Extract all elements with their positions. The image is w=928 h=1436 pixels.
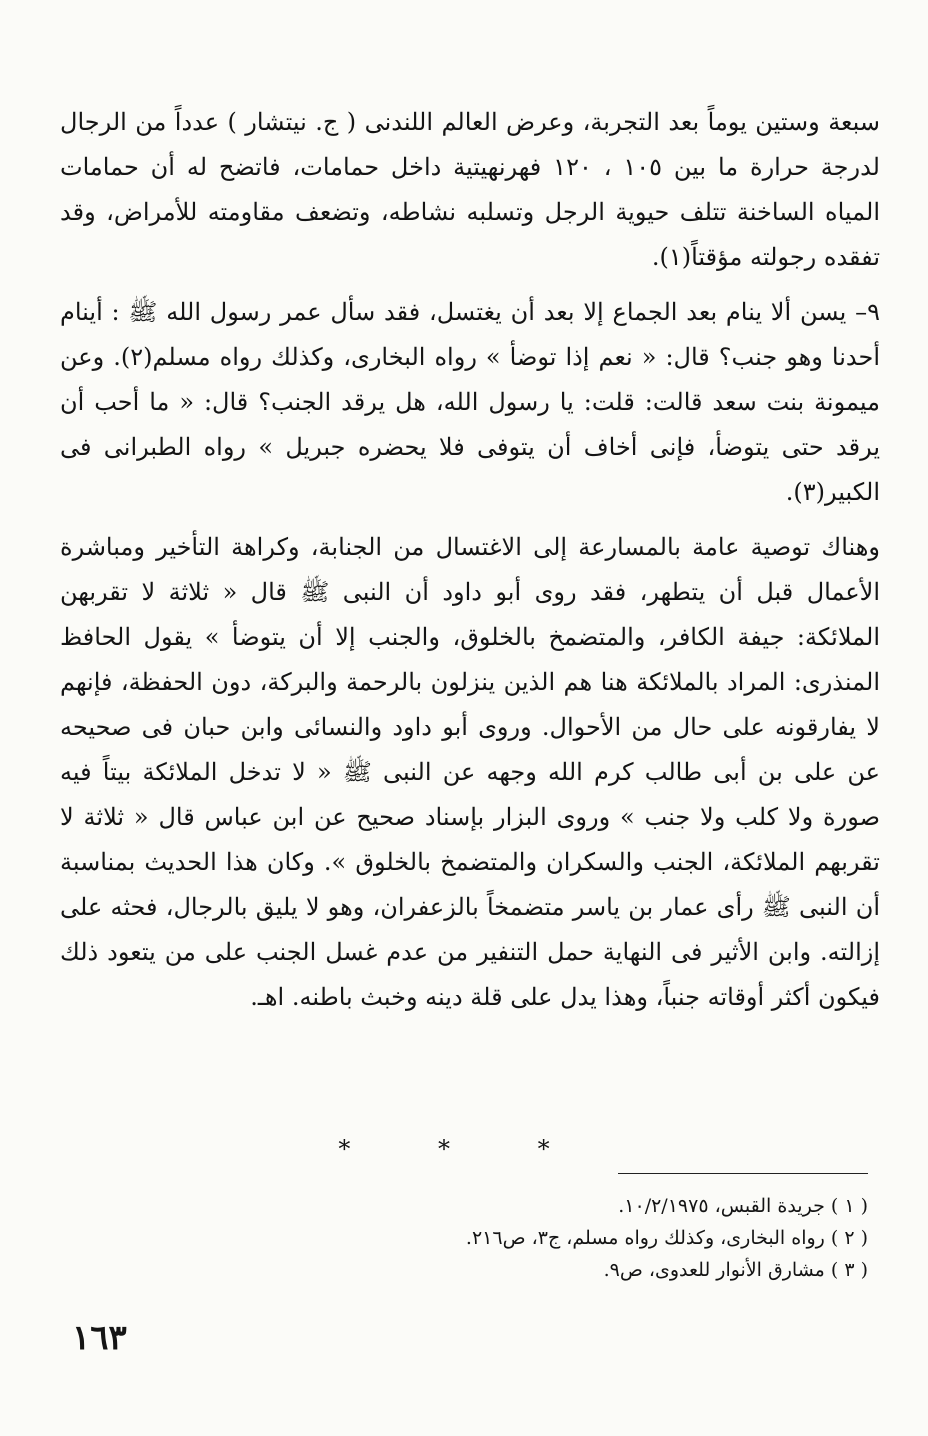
page-number: ١٦٣ [72, 1318, 127, 1358]
paragraph-hasten-bathing: وهناك توصية عامة بالمسارعة إلى الاغتسال من الجنابة، وكراهة التأخير ومباشرة الأعمال قبل أن يتطهر، فقد روى أبو داود أن النبى ﷺ قال « ثلاثة لا تقربهن الملائكة: جيفة الكافر، والمتضمخ بالخلوق، والجنب إلا أن يتوضأ » يقول الحافظ المنذرى: المراد بالملائكة هنا هم الذين ينزلون بالرحمة والبركة، دون الحفظة، فإنهم لا يفارقونه على حال من الأحوال. وروى أبو داود والنسائى وابن حبان فى صحيحه عن على بن أبى طالب كرم الله وجهه عن النبى ﷺ « لا تدخل الملائكة بيتاً فيه صورة ولا كلب ولا جنب » وروى البزار بإسناد صحيح عن ابن عباس قال « ثلاثة لا تقربهم الملائكة، الجنب والسكران والمتضمخ بالخلوق ». وكان هذا الحديث بمناسبة أن النبى ﷺ رأى عمار بن ياسر متضمخاً بالزعفران، وهو لا يليق بالرجال، فحثه على إزالته. وابن الأثير فى النهاية حمل التنفير من عدم غسل الجنب على من يتعود ذلك فيكون أكثر أوقاته جنباً، وهذا يدل على قلة دينه وخبث باطنه. اهـ. [60, 533, 880, 1011]
footnote-2: ( ٢ ) رواه البخارى، وكذلك رواه مسلم، ج٣، ص٢١٦. [465, 1227, 868, 1249]
paragraph-sleep-after-intercourse: ٩– يسن ألا ينام بعد الجماع إلا بعد أن يغتسل، فقد سأل عمر رسول الله ﷺ : أينام أحدنا وهو جنب؟ قال: « نعم إذا توضأ » رواه البخارى، وكذلك رواه مسلم(٢). وعن ميمونة بنت سعد قالت: قلت: يا رسول الله، هل يرقد الجنب؟ قال: « ما أحب أن يرقد حتى يتوضأ، فإنى أخاف أن يتوفى فلا يحضره جبريل » رواه الطبرانى فى الكبير(٣). [60, 298, 880, 506]
footnote-divider [618, 1173, 868, 1174]
footnote-3: ( ٣ ) مشارق الأنوار للعدوى، ص٩. [603, 1259, 868, 1281]
main-text [60, 100, 880, 1020]
paragraph-hot-baths: سبعة وستين يوماً بعد التجربة، وعرض العالم اللندنى ( ج. نيتشار ) عدداً من الرجال لدرجة حرارة ما بين ١٠٥ ، ١٢٠ فهرنهيتية داخل حمامات، فاتضح له أن حمامات المياه الساخنة تتلف حيوية الرجل وتسلبه نشاطه، وتضعف مقاومته للأمراض، وقد تفقده رجولته مؤقتاً(١). [60, 108, 880, 271]
footnote-1: ( ١ ) جريدة القبس، ١٠/٢/١٩٧٥. [618, 1195, 868, 1217]
section-separator: * * * [338, 1135, 590, 1163]
footnotes [268, 1190, 868, 1286]
